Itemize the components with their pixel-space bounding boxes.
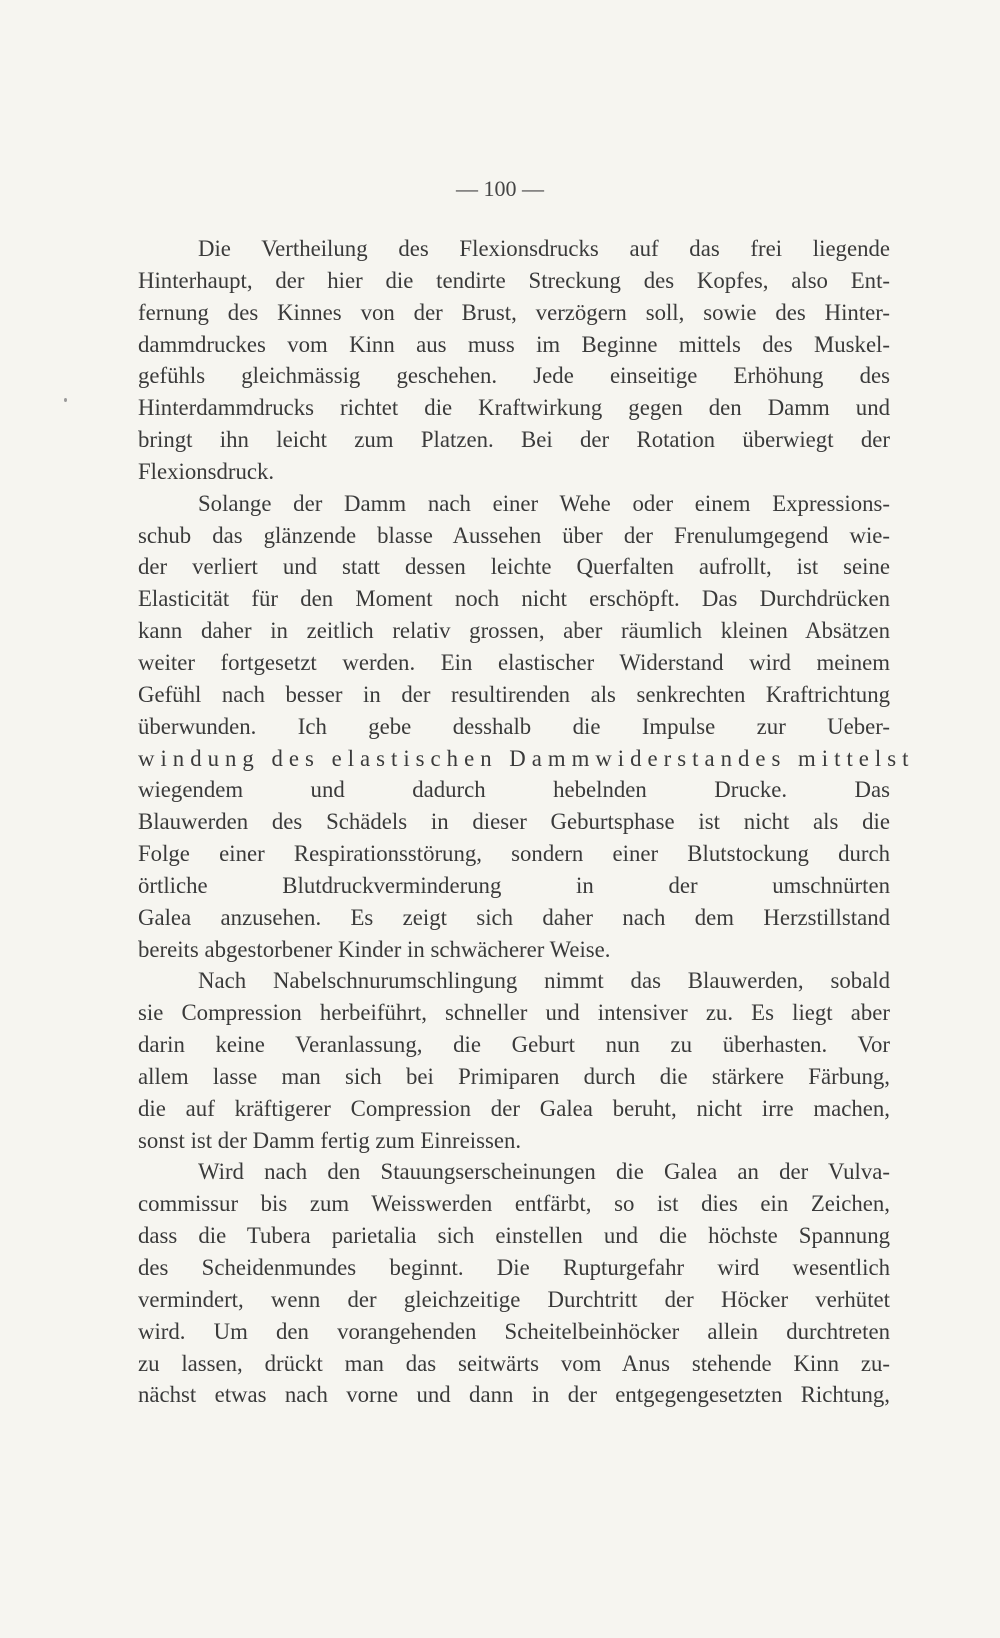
text-line-spaced: windung des elastischen Dammwiderstandes mittelst xyxy=(138,745,915,771)
text-line: überwunden. Ich gebe desshalb die Impulse zur Ueber- xyxy=(138,713,890,739)
text-line: sonst ist der Damm fertig zum Einreissen. xyxy=(138,1127,522,1153)
page-number: — 100 — xyxy=(456,176,544,201)
text-line: Hinterdammdrucks richtet die Kraftwirkung gegen den Damm und xyxy=(138,395,890,421)
text-line: Wird nach den Stauungserscheinungen die Galea an der Vulva- xyxy=(198,1159,890,1185)
text-line: weiter fortgesetzt werden. Ein elastischer Widerstand wird meinem xyxy=(138,649,890,675)
text-line: zu lassen, drückt man das seitwärts vom Anus stehende Kinn zu- xyxy=(138,1350,890,1376)
text-line: dass die Tubera parietalia sich einstellen und die höchste Spannung xyxy=(138,1223,890,1249)
text-line: sie Compression herbeiführt, schneller und intensiver zu. Es liegt aber xyxy=(138,1000,890,1026)
text-line: dammdruckes vom Kinn aus muss im Beginne mittels des Muskel- xyxy=(138,331,890,357)
text-line: allem lasse man sich bei Primiparen durch die stärkere Färbung, xyxy=(138,1063,890,1089)
text-line: fernung des Kinnes von der Brust, verzögern soll, sowie des Hinter- xyxy=(138,299,890,325)
text-line: Folge einer Respirationsstörung, sondern einer Blutstockung durch xyxy=(138,841,890,867)
text-line: bereits abgestorbener Kinder in schwächerer Weise. xyxy=(138,936,611,962)
text-line: der verliert und statt dessen leichte Querfalten aufrollt, ist seine xyxy=(138,554,890,580)
text-line: Flexionsdruck. xyxy=(138,458,275,484)
text-line: Gefühl nach besser in der resultirenden als senkrechten Kraftrichtung xyxy=(138,681,890,707)
text-line: des Scheidenmundes beginnt. Die Rupturgefahr wird wesentlich xyxy=(138,1255,890,1280)
text-line: wird. Um den vorangehenden Scheitelbeinhöcker allein durchtreten xyxy=(138,1318,890,1344)
text-line: Hinterhaupt, der hier die tendirte Streckung des Kopfes, also Ent- xyxy=(138,267,890,293)
paragraph-2 xyxy=(138,488,915,966)
text-line: Elasticität für den Moment noch nicht erschöpft. Das Durchdrücken xyxy=(138,586,890,612)
paragraph-3 xyxy=(138,965,890,1156)
text-line: vermindert, wenn der gleichzeitige Durchtritt der Höcker verhütet xyxy=(138,1286,890,1312)
text-line: wiegendem und dadurch hebelnden Drucke. Das xyxy=(138,777,890,803)
text-line: darin keine Veranlassung, die Geburt nun zu überhasten. Vor xyxy=(138,1032,890,1058)
margin-speck xyxy=(64,398,67,402)
text-line: örtliche Blutdruckverminderung in der umschnürten xyxy=(138,872,890,898)
text-line: gefühls gleichmässig geschehen. Jede einseitige Erhöhung des xyxy=(138,363,890,389)
paragraph-1 xyxy=(138,233,890,488)
text-line: schub das glänzende blasse Aussehen über der Frenulumgegend wie- xyxy=(138,522,890,548)
text-line: kann daher in zeitlich relativ grossen, aber räumlich kleinen Absätzen xyxy=(138,618,890,644)
body-text xyxy=(138,233,915,1411)
text-line: nächst etwas nach vorne und dann in der entgegengesetzten Richtung, xyxy=(138,1382,890,1408)
paragraph-4 xyxy=(138,1156,890,1411)
text-line: Galea anzusehen. Es zeigt sich daher nach dem Herzstillstand xyxy=(138,904,890,930)
text-line: Solange der Damm nach einer Wehe oder einem Expressions- xyxy=(198,490,890,516)
text-line: Blauwerden des Schädels in dieser Geburtsphase ist nicht als die xyxy=(138,809,890,835)
text-line: die auf kräftigerer Compression der Galea beruht, nicht irre machen, xyxy=(138,1095,890,1121)
text-line: bringt ihn leicht zum Platzen. Bei der Rotation überwiegt der xyxy=(138,427,890,453)
text-line: Nach Nabelschnurumschlingung nimmt das Blauwerden, sobald xyxy=(198,968,890,994)
text-line: commissur bis zum Weisswerden entfärbt, so ist dies ein Zeichen, xyxy=(138,1191,890,1217)
text-line: Die Vertheilung des Flexionsdrucks auf das frei liegende xyxy=(198,236,890,261)
